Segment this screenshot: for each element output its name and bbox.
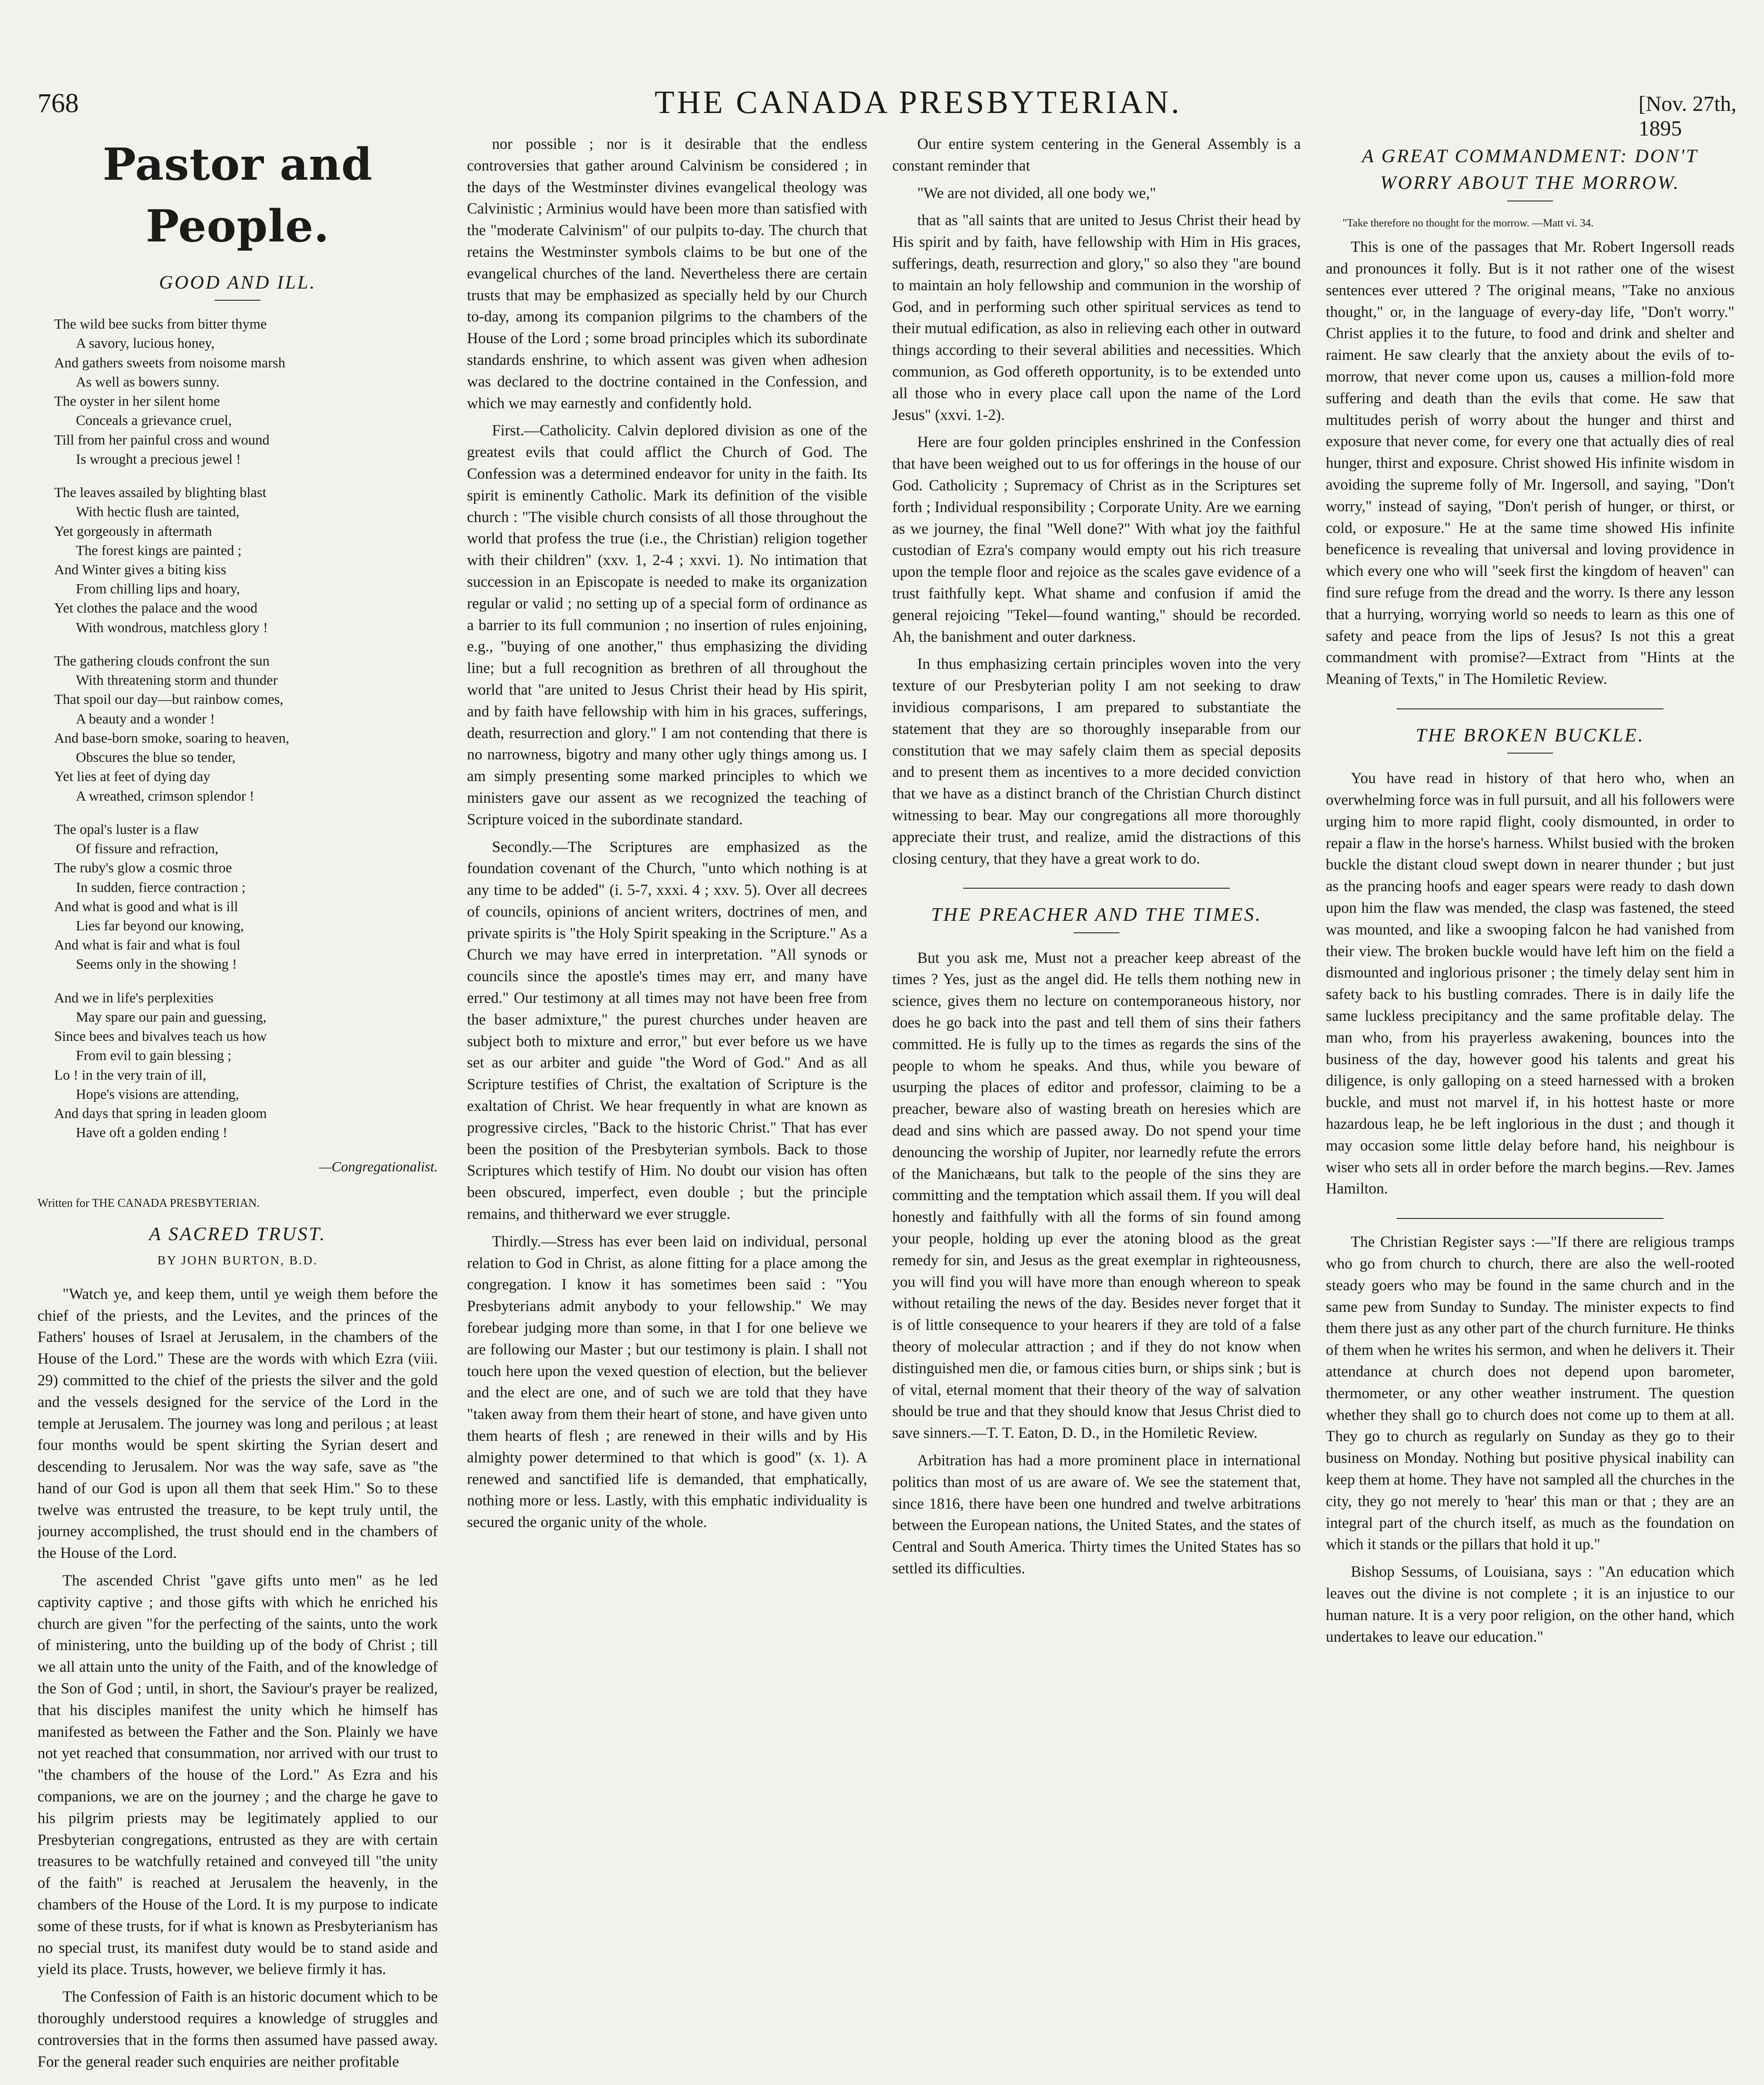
paragraph: "We are not divided, all one body we,"	[917, 184, 1156, 202]
poem-line: And what is fair and what is foul	[54, 937, 241, 953]
issue-date: [Nov. 27th, 1895	[1639, 92, 1736, 141]
poem-line: As well as bowers sunny.	[76, 374, 220, 390]
poem-line: And days that spring in leaden gloom	[54, 1106, 267, 1122]
sessums-body: Bishop Sessums, of Louisiana, says : "An education which leaves out the divine is not complete ; it is an injustice to our human nature. It is a very poor religion, on the other hand, which undertakes to leave our education."	[1326, 1563, 1734, 1645]
column-2	[467, 133, 867, 2085]
poem-line: With hectic flush are tainted,	[76, 504, 240, 520]
commandment-body: This is one of the passages that Mr. Robert Ingersoll reads and pronounces it folly. But is it not rather one of the wisest sentences ever uttered ? The original means, "Take no anxious thought," or, in the language of every-day life, "Don't worry." Christ applies it to the future, to food and drink and shelter and raiment. He saw clearly that the anxiety about the evils of to-morrow, that never come upon us, causes a million-fold more suffering and death than the evils that come. He saw that multitudes perish of worry about the hunger and thirst and exposure that never come, for every one that actually dies of real hunger, thirst and exposure. Christ showed His infinite wisdom in avoiding the supreme folly of Mr. Ingersoll, and saying, "Don't worry," instead of saying, "Don't perish of hunger, or thirst, or cold, or exposure." He at the same time showed His infinite beneficence is revealing that universal and loving providence in which every one who will "seek first the kingdom of heaven" can find sure refuge from the dread and the worry. Is there any lesson that a hurrying, worrying world so needs to learn as this one of safety and peace from the lips of Jesus? Is not this a great commandment with promise?—Extract from "Hints at the Meaning of Texts," in The Homiletic Review.	[1326, 239, 1734, 688]
poem-line: Yet gorgeously in aftermath	[54, 523, 212, 539]
buckle-body: You have read in history of that hero who, when an overwhelming force was in full pursuit, and all his followers were urging him to more rapid flight, cooly dismounted, in order to repair a flaw in the horse's harness. Whilst busied with the broken buckle the distant cloud swept down in nearer thunder ; but just as the prancing hoofs and eager spears were ready to dash down upon him the flaw was mended, the clasp was fastened, the steed was mounted, and like a swooping falcon he had vanished from their view. The broken buckle would have left him on the field a dismounted and inglorious prisoner ; the timely delay sent him in safety back to his bustling comrades. There is in daily life the same luckless precipitancy and the same profitable delay. The man who, from his prayerless awakening, bounces into the business of the day, however good his talents and great his diligence, is only galloping on a steed harnessed with a broken buckle, and must not marvel if, in his hottest haste or more hazardous leap, he be left inglorious in the dust ; and though it may occasion some little delay before hand, his neighbour is wiser who sets all in order before the march begins.—Rev. James Hamilton.	[1326, 770, 1734, 1198]
paragraph: But you ask me, Must not a preacher keep abreast of the times ? Yes, just as the angel did. He tells them nothing new in science, gives them no lecture on contemporaneous history, nor does he go back into the past and tell them of sins their fathers committed. He is fully up to the times as regards the sins of the people to whom he speaks. And thus, while you beware of usurping the places of editor and professor, claiming to be a preacher, beware also of wasting breath on heresies which are dead and sins which are passed away. Do not spend your time denouncing the worship of Jupiter, nor learnedly refute the errors of the Manichæans, but talk to the people of the sins they are committing and the temptation which assail them. If you will deal honestly and faithfully with all the forms of sin found among your people, holding up ever the atoning blood as the great remedy for sin, and Jesus as the great exemplar in righteousness, you will find you will have more than enough whereon to speak without retailing the news of the day. Besides never forget that it is of little consequence to your hearers if they are told of a false theory of molecular attraction ; and if they do not know when distinguished men die, or famous cities burn, or ships sink ; but is of vital, eternal moment that their theory of the way of salvation should be true and that they should know that Jesus Christ died to save sinners.—T. T. Eaton, D. D., in the Homiletic Review.	[892, 949, 1301, 1442]
poem-line: The wild bee sucks from bitter thyme	[54, 317, 267, 332]
column-4	[1326, 133, 1734, 2085]
poem-line: The opal's luster is a flaw	[54, 821, 199, 837]
poem-line: Conceals a grievance cruel,	[76, 413, 232, 429]
poem-line: And we in life's perplexities	[54, 990, 213, 1006]
poem-body	[38, 315, 438, 1143]
paragraph: that as "all saints that are united to Jesus Christ their head by His spirit and by faith, have fellowship with Him in His graces, sufferings, death, resurrection and glory," so also they "are bound to maintain an holy fellowship and communion in the worship of God, and in performing such other spiritual services as tend to their mutual edification, as also in relieving each other in outward things according to their several abilities and necessities. Which communion, as God offereth opportunity, is to be extended unto all those who in every place call upon the name of the Lord Jesus" (xxvi. 1-2).	[892, 212, 1301, 424]
poem-line: Hope's visions are attending,	[76, 1086, 239, 1102]
page-number: 768	[38, 88, 79, 118]
poem-line: That spoil our day—but rainbow comes,	[54, 692, 284, 708]
poem-attribution: —Congregationalist.	[319, 1159, 438, 1175]
paragraph: Here are four golden principles enshrined in the Confession that have been weighed out to us for offerings in the house of our God. Catholicity ; Supremacy of Christ as in the Scriptures set forth ; Individual responsibility ; Corporate Unity. Are we earning as we journey, the final "Well done?" With what joy the faithful custodian of Ezra's company would empty out his rich treasure upon the temple floor and rejoice as the scales gave evidence of a trust faithfully kept. What shame and confusion if amid the general rejoicing "Tekel—found wanting," should be recorded. Ah, the banishment and outer darkness.	[892, 434, 1301, 646]
poem-line: The gathering clouds confront the sun	[54, 653, 270, 669]
register-body: The Christian Register says :—"If there are religious tramps who go from church to church, there are also the well-rooted steady goers who may be found in the same church and in the same pew from Sunday to Sunday. The minister expects to find them there just as any other part of the church furniture. He thinks of them when he writes his sermon, and when he delivers it. Their attendance at church does not depend upon barometer, thermometer, or any other weather instrument. The question whether they shall go to church does not come up to them at all. They go to church as regularly on Sunday as they go to their business on Monday. Nothing but positive physical inability can keep them at home. They have not sampled all the churches in the city, they go not merely to 'hear' this man or that ; they are an integral part of the church itself, as much as the foundation on which it stands or the pillars that hold it up."	[1326, 1233, 1734, 1553]
article-title-buckle: THE BROKEN BUCKLE.	[1415, 724, 1645, 746]
poem-line: A savory, lucious honey,	[76, 336, 215, 352]
poem-line: A wreathed, crimson splendor !	[76, 788, 254, 804]
poem-line: Obscures the blue so tender,	[76, 750, 236, 766]
poem-line: The ruby's glow a cosmic throe	[54, 860, 232, 876]
poem-line: And gathers sweets from noisome marsh	[54, 355, 286, 371]
poem-stanza	[54, 820, 438, 975]
poem-stanza	[54, 652, 438, 806]
sacred-trust-part-3	[892, 133, 1301, 869]
column-1	[38, 133, 438, 2085]
masthead: THE CANADA PRESBYTERIAN.	[655, 84, 1182, 120]
poem-line: From chilling lips and hoary,	[76, 581, 240, 597]
poem-stanza	[54, 989, 438, 1143]
poem-line: Seems only in the showing !	[76, 957, 237, 972]
article-byline: BY JOHN BURTON, B.D.	[157, 1253, 318, 1267]
poem-line: Of fissure and refraction,	[76, 841, 218, 857]
poem-title: GOOD AND ILL.	[159, 271, 316, 293]
paragraph: Arbitration has had a more prominent place in international politics than most of us are aware of. We see the statement that, since 1816, there have been one hundred and twelve arbitrations between the European nations, the United States, and the states of Central and South America. Thirty times the United States has so settled its difficulties.	[892, 1452, 1301, 1577]
paragraph: First.—Catholicity. Calvin deplored division as one of the greatest evils that could afflict the Church of God. The Confession was a determined endeavor for unity in the faith. Its spirit is eminently Catholic. Mark its definition of the visible church : "The visible church consists of all those throughout the world that profess the true (i.e., the Christian) religion together with their children" (xxv. 1, 2-4 ; xxvi. 1). No intimation that succession in an Episcopate is needed to make its organization regular or valid ; no setting up of a special form of ordinance as a barrier to its full communion ; no insertion of rules enjoining, e.g., "buying of one another," thus emphasizing the dividing line; but a full recognition as brethren of all throughout the world that "are united to Jesus Christ their head by His spirit, and by faith have fellowship with him in his graces, sufferings, death, resurrection and glory." I am not contending that there is no narrowness, bigotry and many other ugly things among us. I am simply presenting some marked principles to which we ministers gave our assent as we recognized the teaching of Scripture voiced in the subordinate standard.	[467, 422, 867, 828]
poem-line: Till from her painful cross and wound	[54, 432, 270, 448]
poem-line: Yet clothes the palace and the wood	[54, 600, 258, 616]
poem-line: In sudden, fierce contraction ;	[76, 879, 246, 895]
poem-line: Is wrought a precious jewel !	[76, 451, 241, 467]
paragraph: Secondly.—The Scriptures are emphasized as the foundation covenant of the Church, "unto which nothing is at any time to be added" (i. 5-7, xxxi. 4 ; xxv. 5). Over all decrees of councils, opinions of ancient writers, doctrines of men, and private spirits is "the Holy Spirit speaking in the Scripture." As a Church we may have erred in interpretation. "All synods or councils since the apostle's times may err, and many have erred." Our testimony at all times may not have been free from the baser admixture," the purest churches under heaven are subject both to mixture and error," but ever before us we have set as our arbiter and guide "the Word of God." And as all Scripture testifies of Christ, the exaltation of Scripture is the exaltation of Christ. We hear frequently in what are known as progressive circles, "Back to the historic Christ." That has ever been the position of the Presbyterian symbols. Back to those Scriptures which testify of Him. No doubt our vision has often been obscured, imperfect, even double ; but the principle remains, and thitherward we ever struggle.	[467, 838, 867, 1223]
poem-line: A beauty and a wonder !	[76, 711, 215, 727]
poem-line: From evil to gain blessing ;	[76, 1048, 232, 1064]
poem-line: And what is good and what is ill	[54, 899, 238, 914]
preacher-body	[892, 947, 1301, 1580]
article-note: Written for THE CANADA PRESBYTERIAN.	[38, 1197, 260, 1210]
poem-line: Lo ! in the very train of ill,	[54, 1067, 206, 1083]
article-title-sacred-trust: A SACRED TRUST.	[149, 1223, 326, 1245]
section-rule	[1397, 708, 1664, 709]
article-title-commandment: A GREAT COMMANDMENT: DON'T WORRY ABOUT THE MORROW.	[1362, 145, 1699, 193]
poem-line: Have oft a golden ending !	[76, 1125, 228, 1141]
paragraph: The ascended Christ "gave gifts unto men" as he led captivity captive ; and those gifts with which he enriched his church are given "for the perfecting of the saints, unto the work of ministering, unto the building up of the body of Christ ; till we all attain unto the unity of the Faith, and of the knowledge of the Son of God ; until, in short, the Saviour's prayer be realized, that his disciples manifest the unity which he himself has manifested as between the Father and the Son. Plainly we have not yet reached that consummation, nor arrived with our trust to "the chambers of the house of the Lord." As Ezra and his companions, we are on the journey ; and the charge he gave to his pilgrim priests may be legitimately applied to our Presbyterian congregations, entrusted as they are with certain treasures to be watchfully retained and conveyed till "the unity of the faith" is reached at Jerusalem the heavenly, in the chambers of the House of the Lord. It is my purpose to indicate some of these trusts, for if what is known as Presbyterianism has no special trust, its manifest duty would be to stand aside and yield its place. Trusts, however, we believe firmly it has.	[38, 1572, 438, 1978]
poem-line: And base-born smoke, soaring to heaven,	[54, 730, 289, 746]
sacred-trust-part-1	[38, 1284, 438, 2073]
poem-line: The oyster in her silent home	[54, 394, 220, 409]
paragraph: The Confession of Faith is an historic document which to be thoroughly understood requires a knowledge of struggles and controversies that in the forms then assumed have passed away. For the general reader such enquiries are neither profitable	[38, 1988, 438, 2070]
section-heading: Pastor and People.	[103, 138, 373, 252]
paragraph: Our entire system centering in the General Assembly is a constant reminder that	[892, 136, 1301, 174]
poem-stanza	[54, 483, 438, 638]
poem-line: May spare our pain and guessing,	[76, 1009, 267, 1025]
poem-line: And Winter gives a biting kiss	[54, 562, 226, 578]
column-3	[892, 133, 1301, 2085]
section-rule	[1397, 1218, 1664, 1219]
article-title-preacher: THE PREACHER AND THE TIMES.	[931, 904, 1262, 925]
poem-line: Since bees and bivalves teach us how	[54, 1029, 267, 1045]
poem-stanza	[54, 315, 438, 469]
paragraph: Thirdly.—Stress has ever been laid on individual, personal relation to God in Christ, as alone fitting for a place among the congregation. I know it has sometimes been said : "You Presbyterians admit anybody to your fellowship." We may forebear judging more than some, in that I for one believe we are following our Master ; but our testimony is plain. I shall not touch here upon the vexed question of election, but the believer and the elect are one, and of such we are told that they have "taken away from them their heart of stone, and have given unto them hearts of flesh ; are renewed in their wills and by His almighty power determined to that which is good" (x. 1). A renewed and sanctified life is demanded, that emphatically, nothing more or less. Lastly, with this emphatic individuality is secured the organic unity of the whole.	[467, 1233, 867, 1531]
sacred-trust-part-2	[467, 133, 867, 1533]
paragraph: In thus emphasizing certain principles woven into the very texture of our Presbyterian polity I am not seeking to draw invidious comparisons, I am prepared to substantiate the statement that they are so thoroughly inseparable from our constitution that we may safely claim them as special deposits and to present them as incentives to a more decided conviction that we have as a distinct branch of the Christian Church distinct witnessing to bear. May our congregations all more thoroughly appreciate their trust, and realize, amid the distractions of this closing century, that they have a great work to do.	[892, 656, 1301, 867]
title-rule	[215, 300, 261, 301]
article-epigraph: "Take therefore no thought for the morrow. —Matt vi. 34.	[1342, 216, 1594, 229]
title-rule	[1507, 753, 1553, 754]
paragraph: "Watch ye, and keep them, until ye weigh them before the chief of the priests, and the Levites, and the princes of the Fathers' houses of Israel at Jerusalem, in the chambers of the House of the Lord." These are the words with which Ezra (viii. 29) committed to the chief of the priests the silver and the gold and the vessels designed for the service of the Lord in the temple at Jerusalem. The journey was long and perilous ; at least four months would be spent skirting the Syrian desert and descending to Jerusalem. Nor was the way safe, save as "the hand of our God is upon all them that seek Him." So to these twelve was entrusted the treasure, to be kept truly until, the journey accomplished, the trust should end in the chambers of the House of the Lord.	[38, 1285, 438, 1562]
section-rule	[963, 888, 1230, 889]
poem-line: The leaves assailed by blighting blast	[54, 485, 266, 501]
poem-line: With wondrous, matchless glory !	[76, 620, 268, 636]
poem-line: Lies far beyond our knowing,	[76, 918, 244, 934]
poem-line: Yet lies at feet of dying day	[54, 769, 211, 785]
paragraph: nor possible ; nor is it desirable that the endless controversies that gather around Calvinism be considered ; in the days of the Westminster divines evangelical theology was Calvinistic ; Arminius would have been more than satisfied with the "moderate Calvinism" of our pulpits to-day. The church that retains the Westminster symbols claims to be but one of the evangelical churches of the land. Nevertheless there are certain trusts that may be emphasized as specially held by our Church to-day, among its companion pilgrims to the chambers of the House of the Lord ; some broad principles which its subordinate standards enshrine, to which assent was given when adhesion was declared to the doctrine contained in the Confession, and which we may earnestly and confidently hold.	[467, 136, 867, 412]
poem-line: The forest kings are painted ;	[76, 543, 242, 558]
title-rule	[1074, 932, 1119, 933]
poem-line: With threatening storm and thunder	[76, 673, 278, 688]
